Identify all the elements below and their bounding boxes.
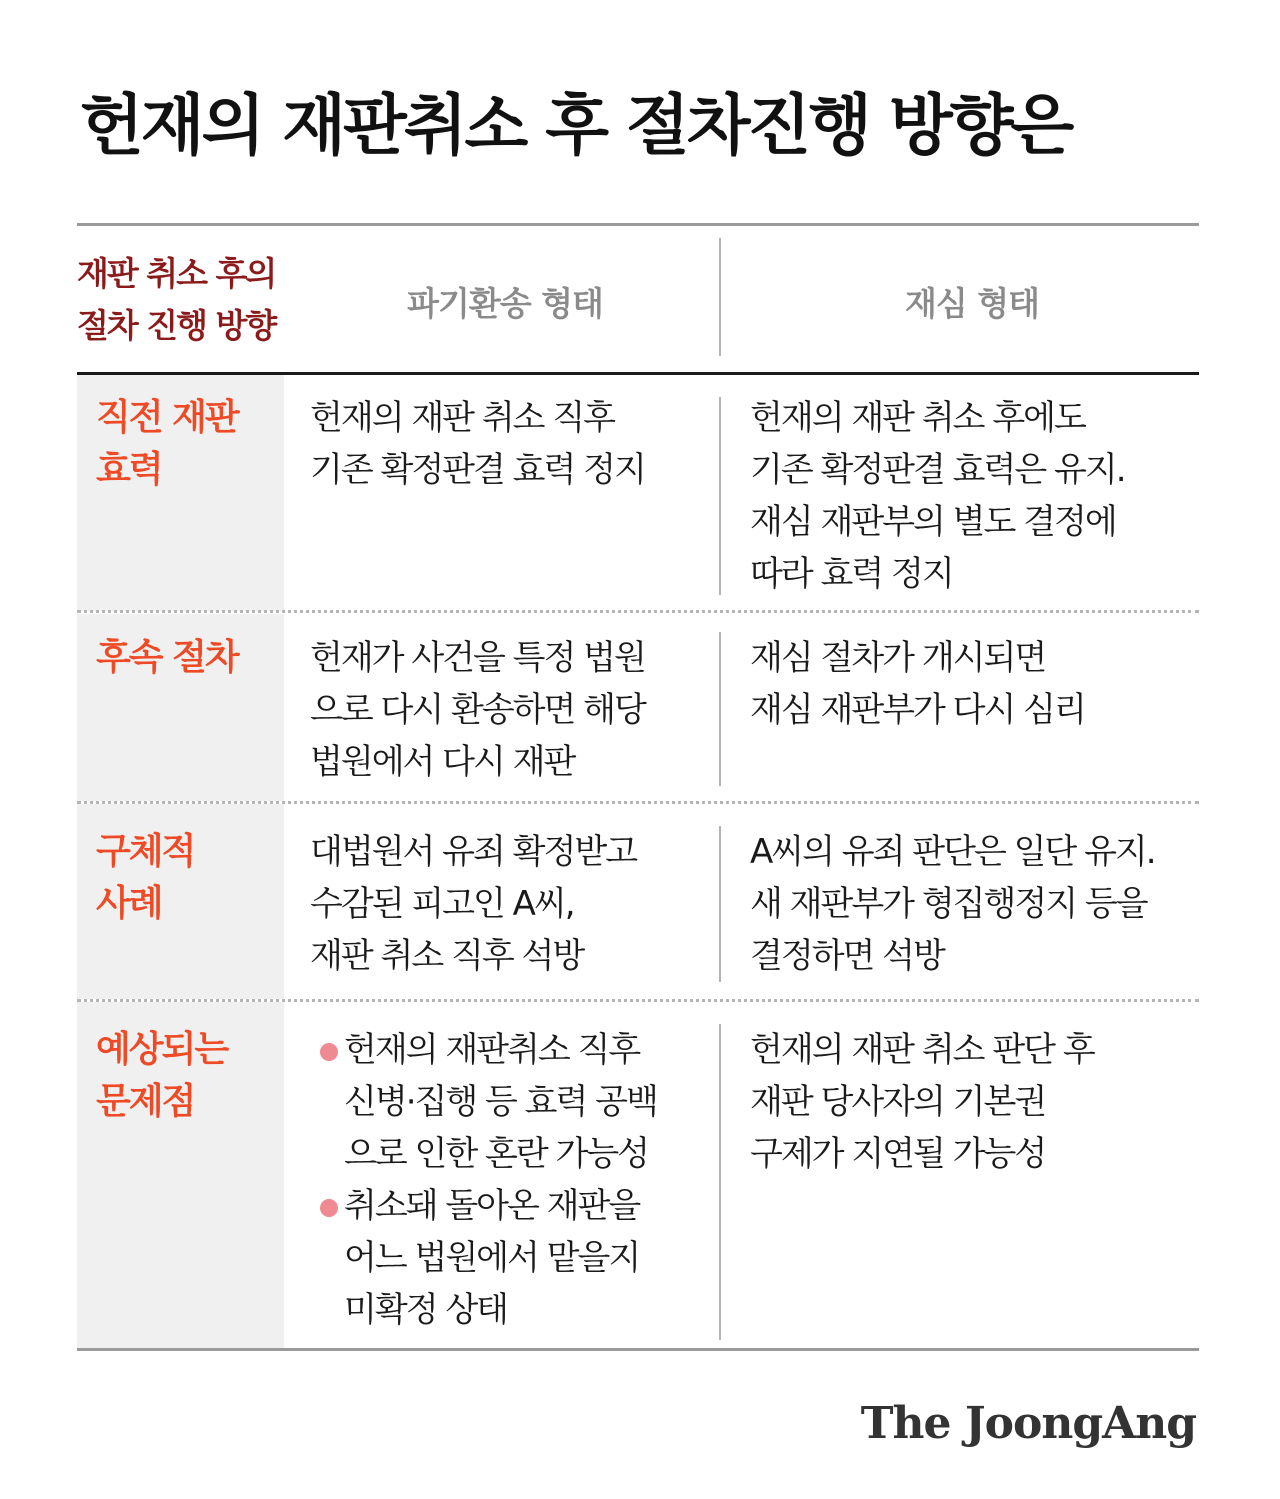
cell-retrial-case (750, 826, 1155, 982)
cell-line: 기존 확정판결 효력 정지 (310, 450, 645, 490)
column-divider (719, 397, 721, 595)
row-divider (77, 610, 1199, 613)
bullet-item (310, 1180, 657, 1336)
cell-line: 재판 당사자의 기본권 (750, 1082, 1046, 1122)
row-label-effect (96, 392, 238, 496)
cell-retrial-followup (750, 632, 1085, 736)
header-label-line: 절차 진행 방향 (77, 306, 276, 345)
cell-line: 따라 효력 정지 (750, 554, 953, 594)
cell-line: 재심 절차가 개시되면 (750, 638, 1046, 678)
row-divider (77, 801, 1199, 804)
cell-remand-case (310, 826, 636, 982)
row-label-line: 직전 재판 (96, 397, 238, 438)
cell-line: 기존 확정판결 효력은 유지. (750, 450, 1125, 490)
cell-line: 헌재의 재판 취소 직후 (310, 398, 615, 438)
cell-line: 헌재가 사건을 특정 법원 (310, 638, 645, 678)
cell-line: 헌재의 재판 취소 판단 후 (750, 1030, 1094, 1070)
bullet-dot-icon (320, 1199, 338, 1217)
column-divider (719, 632, 721, 786)
cell-line: 새 재판부가 형집행정지 등을 (750, 884, 1147, 924)
cell-line: 법원에서 다시 재판 (310, 742, 575, 782)
cell-retrial-effect (750, 392, 1125, 600)
cell-line: 헌재의 재판 취소 후에도 (750, 398, 1085, 438)
row-divider (77, 999, 1199, 1002)
bullet-dot-icon (320, 1043, 338, 1061)
row-label-line: 예상되는 (96, 1029, 228, 1070)
cell-line: 재심 재판부가 다시 심리 (750, 690, 1085, 730)
cell-remand-followup (310, 632, 645, 788)
cell-retrial-issues (750, 1024, 1094, 1180)
column-header-remand: 파기환송 형태 (407, 284, 603, 323)
row-label-followup (96, 632, 238, 684)
cell-line: 재심 재판부의 별도 결정에 (750, 502, 1116, 542)
header-label-line: 재판 취소 후의 (77, 254, 276, 293)
row-label-line: 사례 (96, 883, 162, 924)
column-header-retrial: 재심 형태 (904, 284, 1039, 323)
cell-line: 으로 인한 혼란 가능성 (344, 1134, 649, 1174)
row-label-line: 효력 (96, 449, 162, 490)
row-label-case (96, 826, 194, 930)
publisher-logo: The JoongAng (860, 1398, 1196, 1449)
page-title: 헌재의 재판취소 후 절차진행 방향은 (80, 87, 1072, 164)
cell-line: 취소돼 돌아온 재판을 (344, 1186, 640, 1226)
row-label-line: 구체적 (96, 831, 195, 872)
column-divider (719, 238, 721, 356)
row-label-line: 후속 절차 (96, 637, 238, 678)
cell-line: 재판 취소 직후 석방 (310, 936, 584, 976)
cell-line: 신병·집행 등 효력 공백 (344, 1082, 657, 1122)
column-divider (719, 826, 721, 982)
cell-line: 으로 다시 환송하면 해당 (310, 690, 645, 730)
cell-line: 대법원서 유죄 확정받고 (310, 832, 637, 872)
cell-remand-effect (310, 392, 645, 496)
row-label-issues (96, 1024, 227, 1128)
header-label (77, 248, 307, 352)
cell-remand-issues (310, 1024, 657, 1336)
cell-line: 헌재의 재판취소 직후 (344, 1030, 640, 1070)
bottom-rule (77, 1348, 1199, 1351)
top-rule (77, 223, 1199, 226)
cell-line: 미확정 상태 (344, 1290, 508, 1330)
cell-line: 수감된 피고인 A씨, (310, 884, 574, 924)
row-label-line: 문제점 (96, 1081, 195, 1122)
column-divider (719, 1024, 721, 1340)
cell-line: 어느 법원에서 맡을지 (344, 1238, 640, 1278)
cell-line: 구제가 지연될 가능성 (750, 1134, 1046, 1174)
cell-line: A씨의 유죄 판단은 일단 유지. (750, 832, 1155, 872)
cell-line: 결정하면 석방 (750, 936, 944, 976)
bullet-item (310, 1024, 657, 1180)
